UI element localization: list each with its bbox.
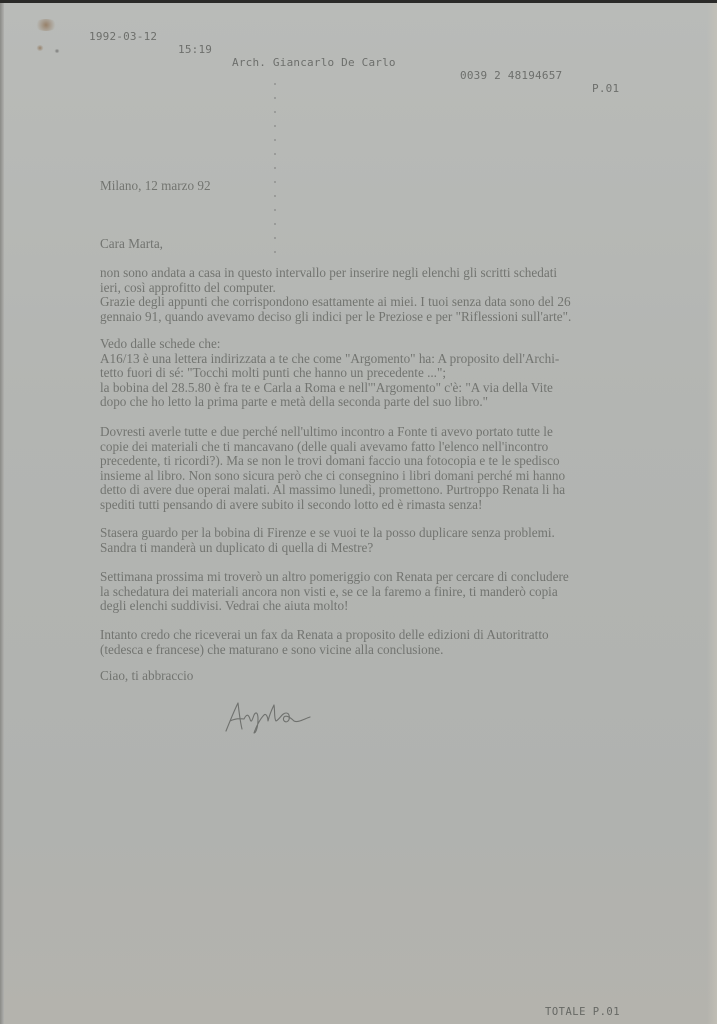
text-line: dopo che ho letto la prima parte e metà della seconda parte del suo libro." [100,394,489,410]
text-line: degli elenchi suddivisi. Vedrai che aiuta molto! [100,598,349,614]
fold-line [274,83,276,253]
stain-mark [34,19,58,31]
text-line: la bobina del 28.5.80 è fra te e Carla a Roma e nell'"Argomento" c'è: "A via della Vite [100,379,553,395]
paragraph [100,570,569,614]
text-line: Stasera guardo per la bobina di Firenze e se vuoi te la posso duplicare senza problemi. [100,525,555,540]
text-line: Settimana prossima mi troverò un altro pomeriggio con Renata per cercare di concludere [100,569,569,584]
text-line: Vedo dalle schede che: [100,336,221,351]
paragraph [100,526,555,555]
text-line: Sandra ti manderà un duplicato di quella di Mestre? [100,539,374,555]
text-line: copie dei materiali che ti mancavano (delle quali avevamo fatto l'elenco nell'incontro [100,438,549,454]
handwritten-signature [220,697,330,737]
text-line: precedente, ti ricordi?). Ma se non le trovi domani faccio una fotocopia e te le spedisco [100,453,560,469]
fax-total-pages: TOTALE P.01 [545,1006,621,1018]
letter-salutation: Cara Marta, [100,236,163,251]
paragraph [100,266,571,324]
fax-date: 1992-03-12 [89,30,158,43]
text-line: Dovresti averle tutte e due perché nell'ultimo incontro a Fonte ti avevo portato tutte le [100,424,553,439]
fax-time: 15:19 [178,43,213,56]
stain-mark [36,45,44,51]
paragraph [100,337,559,410]
fax-number: 0039 2 48194657 [460,69,563,82]
closing [100,669,193,684]
fax-sender: Arch. Giancarlo De Carlo [232,56,396,69]
text-line: Ciao, ti abbraccio [100,668,194,683]
fax-page-number: P.01 [592,82,620,95]
text-line: Intanto credo che riceverai un fax da Renata a proposito delle edizioni di Autoritratto [100,627,549,642]
paragraph [100,628,549,657]
text-line: tetto fuori di sé: "Tocchi molti punti che hanno un precedente ..."; [100,365,447,381]
text-line: A16/13 è una lettera indirizzata a te che come "Argomento" ha: A proposito dell'Archi- [100,350,560,366]
text-line: spediti tutti pensando di avere subito il secondo lotto ed è rimasta senza! [100,496,483,512]
fax-page [0,3,717,1024]
text-line: insieme al libro. Non sono sicura però che ci consegnino i libri domani perché mi hanno [100,467,566,483]
letter-dateline: Milano, 12 marzo 92 [100,178,211,193]
fax-transmission-header [89,17,620,108]
text-line: gennaio 91, quando avevamo deciso gli indici per le Preziose e per "Riflessioni sull'arte". [100,308,572,324]
text-line: detto di avere due operai malati. Al massimo lunedì, promettono. Purtroppo Renata li ha [100,482,566,498]
text-line: Grazie degli appunti che corrispondono esattamente ai miei. I tuoi senza data sono del 26 [100,294,571,310]
paragraph [100,425,565,513]
text-line: ieri, così approfitto del computer. [100,279,276,295]
text-line: (tedesca e francese) che maturano e sono vicine alla conclusione. [100,641,444,657]
text-line: non sono andata a casa in questo intervallo per inserire negli elenchi gli scritti schedati [100,265,558,280]
stain-mark [54,49,60,53]
text-line: la schedatura dei materiali ancora non visti e, se ce la faremo a finire, ti manderò copia [100,583,558,599]
